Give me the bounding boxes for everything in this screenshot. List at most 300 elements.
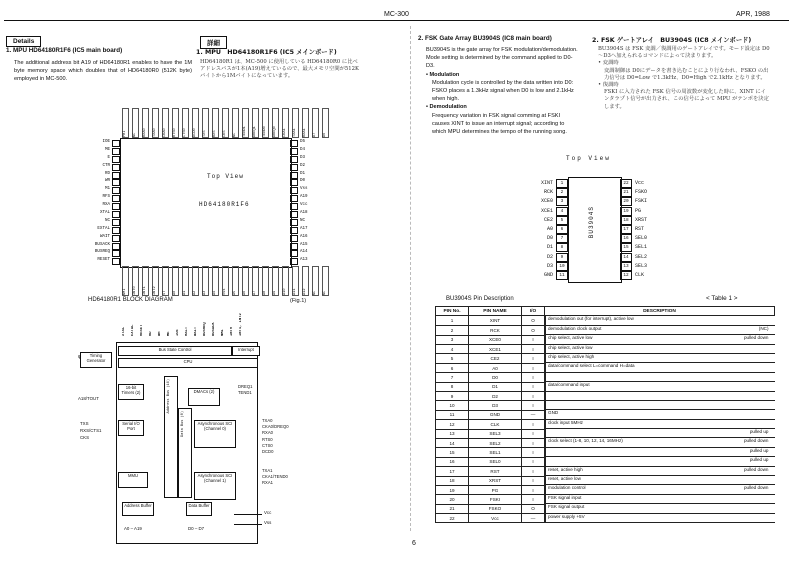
hd64180-pin-label: A14 — [300, 250, 308, 255]
pin-name-cell: SEL1 — [469, 448, 522, 457]
bu3904s-pin-number: 11 — [556, 271, 568, 280]
bu3904s-pin-name: Vcc — [635, 180, 645, 186]
hd64180-pin — [290, 227, 320, 235]
block-top-signal: INT1, INT2 — [239, 313, 243, 336]
hd64180-bottom-pin: A10 — [282, 266, 289, 296]
pin-description: chip select, active high — [548, 353, 595, 359]
hd64180-pin-stub — [290, 203, 298, 210]
hd64180-pin — [90, 164, 120, 172]
hd64180-top-pin: DREQ0 — [272, 108, 279, 138]
pin-description: demodulation out (for interrupt), active low — [548, 316, 634, 322]
pin-number-cell: 7 — [436, 373, 469, 382]
pin-name-cell: CLK — [469, 420, 522, 429]
pin-io-cell: I — [522, 382, 545, 391]
hd64180-pin-stub — [290, 235, 298, 242]
block-bus-state-control: Bus State Control — [118, 346, 232, 356]
hd64180-bottom-pin: ST — [162, 266, 169, 296]
fsk-paragraph-jp — [598, 46, 770, 111]
pin-description: modulation control — [548, 485, 586, 491]
modulation-heading-jp: • 変調時 — [598, 60, 619, 67]
hd64180-bottom-pin: A5 — [232, 266, 239, 296]
pin-note: pulled down — [743, 438, 769, 444]
bu3904s-pin-number: 22 — [620, 179, 632, 188]
table-row — [436, 457, 775, 466]
hd64180-pin-stub — [290, 156, 298, 163]
hd64180-pin-stub — [112, 156, 120, 163]
hd64180-top-pin: TEND0 — [262, 108, 269, 138]
block-signal-asci0: RXA0 — [262, 430, 273, 436]
hd64180-pin — [290, 195, 320, 203]
pin-note: pulled down — [743, 485, 769, 491]
col-pin-name: PIN NAME — [469, 307, 522, 316]
col-io: I/O — [522, 307, 545, 316]
bu3904s-pin-name: SEL0 — [635, 235, 648, 242]
hd64180-pin — [90, 258, 120, 266]
hd64180-top-pin: RTS0 — [172, 108, 179, 138]
bu3904s-pin-name: XCE1 — [540, 207, 553, 214]
bu3904s-pin-number: 1 — [556, 179, 568, 188]
block-top-signal: BUSREQ — [203, 322, 207, 336]
table-row — [436, 373, 775, 382]
table-row — [436, 354, 775, 363]
hd64180-bottom-pin: A8 — [262, 266, 269, 296]
hd64180-top-pin: D6 — [322, 108, 329, 138]
pin-name-cell: GND — [469, 410, 522, 419]
hd64180-right-pins — [290, 140, 320, 266]
serial-signals — [80, 420, 101, 441]
block-top-signal: WR — [158, 331, 162, 336]
pin-name-cell: XCE0 — [469, 335, 522, 344]
pin-number-cell: 14 — [436, 438, 469, 447]
hd64180-top-pins — [122, 108, 329, 138]
asci1-signals — [262, 468, 288, 487]
bu3904s-pin-number: 20 — [620, 197, 632, 206]
pin-description-cell — [545, 495, 775, 504]
hd64180-pin-label: A13 — [300, 258, 308, 263]
modulation-heading: • Modulation — [426, 71, 460, 78]
pin-description: reset, active high — [548, 466, 583, 472]
pin-name-cell: RST — [469, 467, 522, 476]
hd64180-pin-stub — [290, 140, 298, 147]
pin-description-cell — [545, 326, 775, 335]
hd64180-pin — [290, 187, 320, 195]
col-description: DESCRIPTION — [545, 307, 775, 316]
pin-note — [769, 373, 773, 381]
modulation-body-jp: 変調制御は D0にデータを書き込むことにより行なわれ、FSKO の出力信号は D0=Low で1.3kHz、D0=High で2.1kHz となります。 — [604, 67, 769, 81]
table-row — [436, 410, 775, 419]
pin-description-cell — [545, 345, 775, 354]
hd64180-top-pin: D7 — [312, 108, 319, 138]
pin-name-cell: PG — [469, 485, 522, 494]
table-row — [436, 448, 775, 457]
hd64180-pin-label: BUSREQ — [94, 250, 110, 255]
bu3904s-pin — [500, 225, 568, 234]
bu3904s-pin — [620, 234, 690, 243]
hd64180-pin-label: A17 — [300, 226, 308, 231]
block-signal-asci1: TXA1 — [262, 468, 273, 473]
hd64180-bottom-pin: A12 — [302, 266, 309, 296]
pin-name-cell: SEL0 — [469, 457, 522, 466]
hd64180-pin-stub — [112, 172, 120, 179]
vss-line — [234, 524, 262, 525]
hd64180-pin-label: A16 — [300, 234, 308, 239]
bu3904s-pin — [500, 188, 568, 197]
header-rule — [4, 20, 789, 21]
block-diagram-fig: (Fig.1) — [290, 298, 307, 304]
pin-number-cell: 12 — [436, 420, 469, 429]
block-signal-asci1: CKA1/TEND0 — [262, 474, 288, 480]
pin-number-cell: 3 — [436, 335, 469, 344]
bu3904s-pin — [500, 216, 568, 225]
table-row — [436, 345, 775, 354]
bu3904s-pin-name: FSKI — [635, 198, 648, 205]
bu3904s-body — [568, 177, 622, 283]
bu3904s-pin-name: CLK — [635, 271, 645, 278]
hd64180-pin — [290, 219, 320, 227]
pin-note — [769, 514, 773, 522]
pin-note — [769, 363, 773, 371]
hd64180-pin — [290, 179, 320, 187]
block-dmacs: DMACs (2) — [188, 388, 220, 406]
demodulation-heading: • Demodulation — [426, 104, 467, 111]
pin-description: chip select, active low — [548, 335, 593, 341]
pin-description-cell — [545, 476, 775, 485]
pin-description: reset, active low — [548, 476, 581, 482]
hd64180-top-pin: CTS0 — [182, 108, 189, 138]
hd64180-pin-label: WR — [104, 179, 110, 184]
block-top-signal: INT0 — [230, 326, 234, 336]
pin-note — [769, 354, 773, 362]
hd64180-body — [120, 138, 292, 268]
block-cpu: CPU — [118, 358, 258, 368]
pin-description-cell — [545, 448, 775, 457]
pin-name-cell: D1 — [469, 382, 522, 391]
hd64180-pin-stub — [290, 211, 298, 218]
pin-description-cell — [545, 354, 775, 363]
pin-number-cell: 16 — [436, 457, 469, 466]
fsk-title: 2. FSK Gate Array BU3904S (IC8 main board) — [418, 35, 552, 42]
pin-description-cell — [545, 438, 775, 447]
hd64180-bottom-pin: NMI — [122, 266, 129, 296]
block-mmu: MMU — [118, 472, 148, 488]
pin-number-cell: 19 — [436, 485, 469, 494]
block-top-signal: IOE — [176, 329, 180, 336]
pin-note: pulled up — [749, 457, 769, 463]
hd64180-pin-stub — [112, 140, 120, 147]
hd64180-pin-label: IOE — [102, 140, 110, 144]
bu3904s-pin-name: A0 — [546, 225, 553, 232]
pin-io-cell: I — [522, 363, 545, 372]
pin-description-cell — [545, 392, 775, 401]
bu3904s-pin-name: XRST — [635, 216, 648, 223]
hd64180-pin — [290, 203, 320, 211]
pin-name-cell: SEL2 — [469, 438, 522, 447]
hd64180-pin — [290, 164, 320, 172]
hd64180-pin-label: BUSACK — [94, 242, 110, 247]
hd64180-bottom-pin: Vss — [222, 266, 229, 296]
hd64180-top-pin: TXA1 — [292, 108, 299, 138]
pin-note — [769, 476, 773, 484]
block-asci1: Asynchronous SCI (Channel 1) — [194, 472, 236, 500]
block-top-signal: WAIT — [194, 326, 198, 336]
bu3904s-pin-number: 9 — [556, 253, 568, 262]
pin-io-cell: I — [522, 448, 545, 457]
table-row — [436, 495, 775, 504]
hd64180-bottom-pin: A1 — [182, 266, 189, 296]
pin-description-cell — [545, 457, 775, 466]
pin-name-cell: CE2 — [469, 354, 522, 363]
table-row — [436, 420, 775, 429]
hd64180-pin — [290, 235, 320, 243]
doc-id: MC-300 — [384, 11, 409, 18]
bu3904s-pin-name: RCK — [543, 189, 553, 196]
pin-description-cell — [545, 420, 775, 429]
pin-table — [435, 306, 775, 523]
pin-name-cell: XRST — [469, 476, 522, 485]
vss-label: Vss — [264, 520, 272, 525]
pin-name-cell: RCK — [469, 326, 522, 335]
bu3904s-pin-number: 18 — [620, 216, 632, 225]
asci0-signals — [262, 418, 289, 455]
table-row — [436, 316, 775, 326]
pin-io-cell: I — [522, 429, 545, 438]
pin-note — [769, 420, 773, 428]
bu3904s-pin — [620, 216, 690, 225]
hd64180-pin-label: NC — [300, 218, 306, 223]
hd64180-pin-label: EXTAL — [97, 226, 110, 231]
hd64180-bottom-pin: A7 — [252, 266, 259, 296]
hd64180-pin-stub — [290, 195, 298, 202]
dma-signals — [238, 384, 252, 396]
mpu-paragraph-jp: HD64180R1 は、MC-500 に使用している HD64180R0 に比べアドレスバスが1本(A19)増えているので、最大メモリ空間が512Kバイトから1Mバイトになっています。 — [200, 59, 359, 80]
pin-description: power supply +5V — [548, 513, 585, 519]
hd64180-pin-label: D0 — [300, 179, 306, 184]
table-row — [436, 392, 775, 401]
bu3904s-pin — [500, 207, 568, 216]
pin-io-cell: O — [522, 316, 545, 326]
bu3904s-pin — [620, 243, 690, 252]
column-divider — [410, 26, 411, 531]
pin-description: demodulation clock output — [548, 325, 602, 331]
hd64180-pin — [290, 172, 320, 180]
pin-name-cell: Vcc — [469, 514, 522, 523]
pin-description-cell — [545, 363, 775, 372]
bu3904s-pin-number: 8 — [556, 243, 568, 252]
pin-description-cell — [545, 382, 775, 391]
pin-description: data/command select L=command H=data — [548, 363, 635, 369]
bu3904s-pin-name: SEL3 — [635, 262, 648, 269]
bu3904s-pin-name: PG — [635, 207, 642, 214]
pin-number-cell: 15 — [436, 448, 469, 457]
bu3904s-pin-name: D0 — [546, 235, 553, 242]
hd64180-pin — [90, 187, 120, 195]
pin-description: clock select (1-8, 10, 12, 14, 16MHz) — [548, 438, 623, 444]
hd64180-pin-stub — [290, 219, 298, 226]
table-row — [436, 467, 775, 476]
pin-name-cell: XCE1 — [469, 345, 522, 354]
hd64180-pin-label: WAIT — [99, 234, 110, 239]
pin-description: FSK signal input — [548, 494, 582, 500]
block-signal-dma: TEND1 — [238, 390, 252, 395]
details-tag-jp: 詳細 — [200, 36, 227, 49]
pin-number-cell: 20 — [436, 495, 469, 504]
block-top-signal: HALT — [185, 326, 189, 336]
pin-io-cell: I — [522, 401, 545, 410]
pin-name-cell: FSKO — [469, 504, 522, 513]
bu3904s-pin — [620, 225, 690, 234]
hd64180-bottom-pin: A2 — [192, 266, 199, 296]
table-row — [436, 485, 775, 494]
hd64180-top-pin: CKA1 — [282, 108, 289, 138]
bu3904s-pin — [500, 243, 568, 252]
hd64180-top-pin: TXS — [202, 108, 209, 138]
pin-number-cell: 9 — [436, 392, 469, 401]
hd64180-pin-label: A18 — [300, 211, 308, 216]
hd64180-pin — [90, 211, 120, 219]
block-top-signal: ME — [167, 331, 171, 336]
hd64180-pin — [90, 227, 120, 235]
table-row — [436, 476, 775, 485]
block-top-signal: RD — [149, 331, 153, 336]
hd64180-top-pin: RXA1 — [302, 108, 309, 138]
hd64180-pin — [90, 219, 120, 227]
pin-description: clock input 5MHz — [548, 419, 583, 425]
vcc-label: Vcc — [264, 510, 272, 515]
bu3904s-pin-name: GND — [543, 271, 553, 278]
bu3904s-left-pins — [500, 179, 568, 280]
block-serial-io: Serial I/O Port — [118, 420, 144, 436]
pin-description: chip select, active low — [548, 344, 593, 350]
pin-io-cell: O — [522, 504, 545, 513]
pin-number-cell: 6 — [436, 363, 469, 372]
hd64180-pin-label: Vss — [300, 187, 308, 192]
pin-name-cell: D0 — [469, 373, 522, 382]
data-bus-label: Data Bus (8) — [181, 411, 185, 437]
table-row — [436, 401, 775, 410]
page-number: 6 — [412, 540, 416, 547]
hd64180-pin — [290, 243, 320, 251]
hd64180-pin-label: D3 — [300, 155, 306, 160]
fsk-intro: BU3904S is the gate array for FSK modulation/demodulation. Mode setting is determined by the command applied to D0-D3. — [426, 47, 578, 70]
bu3904s-pin-number: 14 — [620, 253, 632, 262]
details-tag: Details — [6, 36, 41, 47]
pin-number-cell: 8 — [436, 382, 469, 391]
hd64180-pin — [90, 195, 120, 203]
hd64180-pin-stub — [290, 172, 298, 179]
pin-note — [769, 495, 773, 503]
bu3904s-right-pins — [620, 179, 690, 280]
hd64180-pin-stub — [112, 235, 120, 242]
rxs-label: RXS/CTS1 — [80, 428, 102, 433]
pin-note: pulled down — [743, 466, 769, 472]
pin-table-header — [436, 307, 775, 316]
hd64180-pin — [90, 243, 120, 251]
pin-note — [769, 401, 773, 409]
bu3904s-pin — [500, 197, 568, 206]
block-signal-asci0: CKA0/DREQ0 — [262, 424, 289, 430]
pin-number-cell: 5 — [436, 354, 469, 363]
hd64180-pin-stub — [290, 179, 298, 186]
hd64180-top-pin: CKS — [222, 108, 229, 138]
bu3904s-pin-number: 17 — [620, 225, 632, 234]
hd64180-bottom-pin: INT1 — [142, 266, 149, 296]
bu3904s-pin-name: SEL1 — [635, 244, 648, 251]
hd64180-pin — [290, 211, 320, 219]
pin-note: pulled up — [749, 447, 769, 453]
pin-number-cell: 18 — [436, 476, 469, 485]
hd64180-pin-stub — [290, 243, 298, 250]
block-data-buffer: Data Buffer — [186, 502, 212, 516]
block-diagram — [78, 308, 338, 538]
bu3904s-pin — [620, 188, 690, 197]
pin-io-cell: I — [522, 485, 545, 494]
block-top-signal: NMI — [221, 329, 225, 336]
pin-name-cell: D3 — [469, 401, 522, 410]
hd64180-part-number: HD64180R1F6 — [199, 201, 250, 208]
hd64180-bottom-pin: NC — [312, 266, 319, 296]
hd64180-bottom-pin: A4 — [212, 266, 219, 296]
block-signal-asci0: TXA0 — [262, 418, 273, 423]
hd64180-pin-label: D5 — [300, 140, 306, 144]
table-row — [436, 363, 775, 372]
hd64180-pin-stub — [290, 227, 298, 234]
bu3904s-pin — [620, 253, 690, 262]
block-diagram-title: HD64180R1 BLOCK DIAGRAM — [88, 297, 173, 303]
pin-note: pulled up — [749, 429, 769, 435]
pin-description-cell — [545, 485, 775, 494]
pin-description-cell — [545, 410, 775, 419]
hd64180-pin-label: M1 — [104, 187, 110, 192]
bu3904s-pin — [620, 197, 690, 206]
hd64180-pin — [90, 203, 120, 211]
block-signal-asci1: RXA1 — [262, 480, 273, 486]
demodulation-heading-jp: • 復調時 — [598, 82, 619, 89]
pin-number-cell: 17 — [436, 467, 469, 476]
hd64180-bottom-pin: A6 — [242, 266, 249, 296]
pin-io-cell: I — [522, 476, 545, 485]
hd64180-pin — [90, 235, 120, 243]
cks-label: CKS — [80, 435, 90, 440]
hd64180-pin-label: RFS — [102, 195, 110, 200]
pin-table-body — [436, 316, 775, 523]
pin-io-cell: — — [522, 410, 545, 419]
block-address-bus — [164, 376, 178, 498]
bu3904s-pin-name: SEL2 — [635, 253, 648, 260]
table-row — [436, 335, 775, 344]
col-pin-no: PIN No. — [436, 307, 469, 316]
pin-description: GND — [548, 410, 559, 416]
bu3904s-pin — [620, 262, 690, 271]
demodulation-body: Frequency variation in FSK signal comming at FSKI causes XINT to issue an interrupt signal; according to which MPU determines the tempo of the running song. — [432, 112, 567, 136]
pin-table-wrap — [435, 306, 775, 523]
pin-io-cell: I — [522, 345, 545, 354]
pin-number-cell: 13 — [436, 429, 469, 438]
hd64180-pin-stub — [290, 258, 298, 265]
pin-io-cell: I — [522, 438, 545, 447]
pin-number-cell: 1 — [436, 316, 469, 326]
pin-name-cell: D2 — [469, 392, 522, 401]
mpu-title: 1. MPU HD64180R1F6 (IC5 main board) — [6, 47, 123, 54]
hd64180-pin — [290, 148, 320, 156]
hd64180-pin-label: E — [107, 155, 110, 160]
data-out-label: D0 – D7 — [188, 526, 205, 531]
hd64180-pin-label: XTAL — [99, 211, 110, 216]
pin-description-cell — [545, 504, 775, 513]
pin-number-cell: 10 — [436, 401, 469, 410]
pin-note — [769, 504, 773, 512]
pin-io-cell: I — [522, 373, 545, 382]
block-top-signal: XTAL — [122, 326, 126, 336]
